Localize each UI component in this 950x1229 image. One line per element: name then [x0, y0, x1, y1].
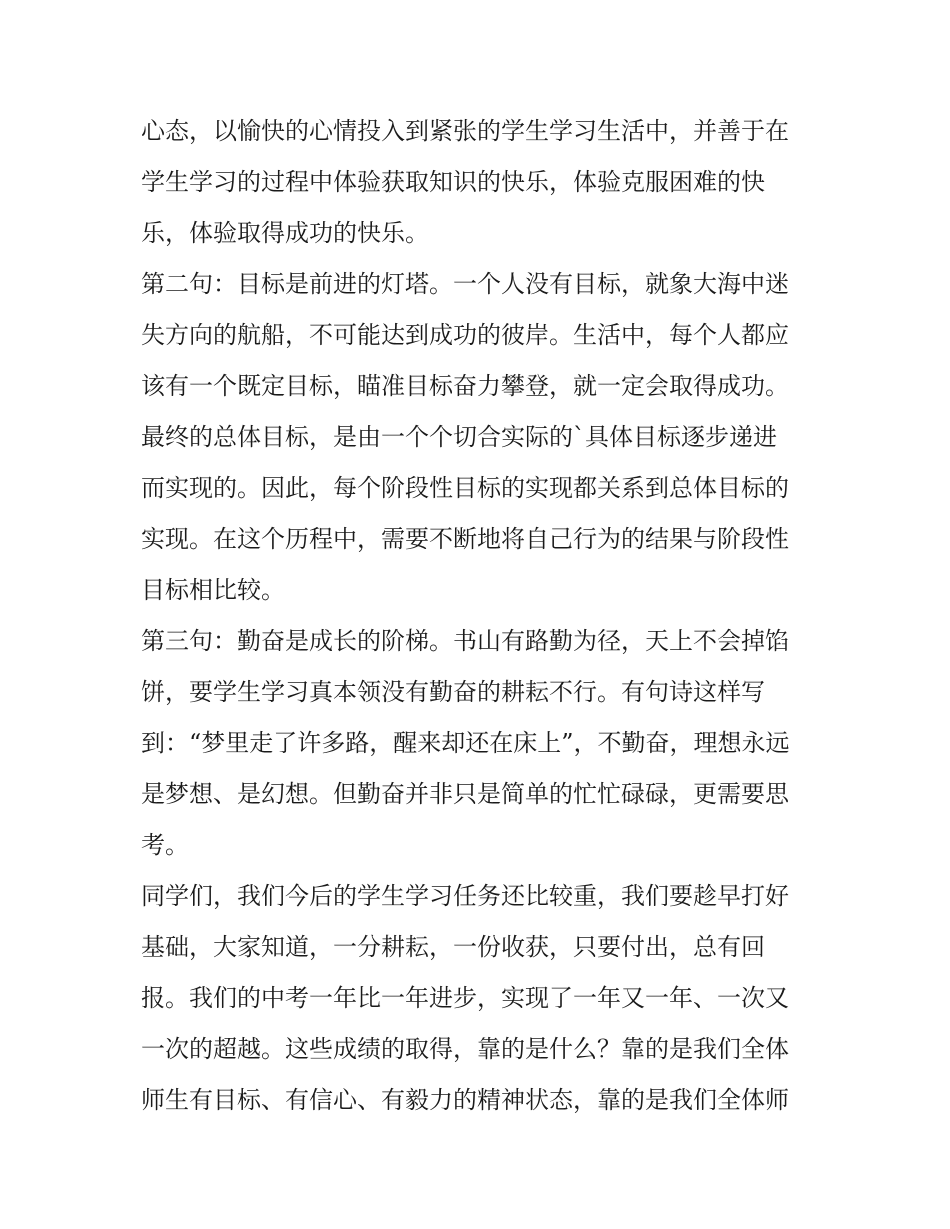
text-line: 第三句：勤奋是成长的阶梯。书山有路勤为径，天上不会掉馅 [141, 627, 789, 655]
text-line: 同学们，我们今后的学生学习任务还比较重，我们要趁早打好 [141, 882, 789, 910]
text-line: 而实现的。因此，每个阶段性目标的实现都关系到总体目标的 [141, 474, 789, 502]
text-line: 考。 [141, 831, 189, 859]
text-line: 到：“梦里走了许多路，醒来却还在床上”，不勤奋，理想永远 [141, 729, 790, 757]
text-line: 一次的超越。这些成绩的取得，靠的是什么？靠的是我们全体 [141, 1035, 789, 1063]
text-line: 目标相比较。 [141, 576, 285, 604]
text-line: 师生有目标、有信心、有毅力的精神状态，靠的是我们全体师 [141, 1086, 789, 1114]
text-line: 该有一个既定目标，瞄准目标奋力攀登，就一定会取得成功。 [141, 372, 789, 400]
text-line: 报。我们的中考一年比一年进步，实现了一年又一年、一次又 [141, 984, 789, 1012]
text-line: 是梦想、是幻想。但勤奋并非只是简单的忙忙碌碌，更需要思 [141, 780, 789, 808]
text-line: 乐，体验取得成功的快乐。 [141, 219, 429, 247]
text-line: 饼，要学生学习真本领没有勤奋的耕耘不行。有句诗这样写 [141, 678, 765, 706]
text-line: 基础，大家知道，一分耕耘，一份收获，只要付出，总有回 [141, 933, 765, 961]
text-line: 第二句：目标是前进的灯塔。一个人没有目标，就象大海中迷 [141, 270, 789, 298]
text-line: 心态，以愉快的心情投入到紧张的学生学习生活中，并善于在 [141, 117, 789, 145]
text-line: 学生学习的过程中体验获取知识的快乐，体验克服困难的快 [141, 168, 765, 196]
body-text [141, 106, 821, 1126]
text-line: 实现。在这个历程中，需要不断地将自己行为的结果与阶段性 [141, 525, 789, 553]
text-line: 失方向的航船，不可能达到成功的彼岸。生活中，每个人都应 [141, 321, 789, 349]
text-line: 最终的总体目标，是由一个个切合实际的`具体目标逐步递进 [141, 423, 777, 451]
